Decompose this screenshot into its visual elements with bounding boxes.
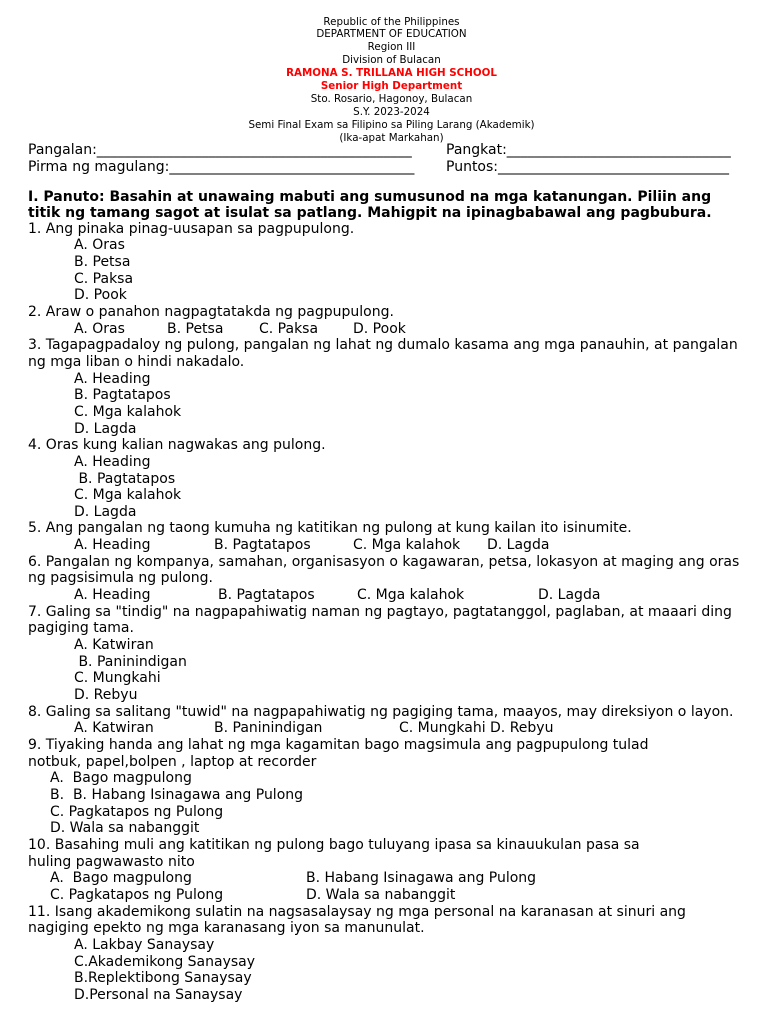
header-region: Region III	[367, 41, 416, 54]
option-c: C. Mga kalahok	[357, 587, 465, 604]
options-row	[28, 720, 755, 737]
option-a: A. Lakbay Sanaysay	[74, 936, 215, 953]
options-row	[28, 587, 755, 604]
option-c: C. Pagkatapos ng Pulong	[50, 886, 224, 903]
question-11	[28, 904, 755, 1004]
instructions-line: I. Panuto: Basahin at unawaing mabuti ang sumusunod na mga katanungan. Piliin ang	[28, 188, 712, 205]
question-8	[28, 704, 755, 737]
option-b: B. Pagtatapos	[214, 537, 311, 554]
option-c: C. Mungkahi	[399, 720, 486, 737]
option-a: A. Heading	[74, 453, 151, 470]
option-c: C. Paksa	[74, 270, 134, 287]
school-name: RAMONA S. TRILLANA HIGH SCHOOL	[286, 67, 497, 80]
option-c: C. Mga kalahok	[74, 403, 182, 420]
options-row	[28, 870, 755, 887]
options-row	[28, 537, 755, 554]
school-address: Sto. Rosario, Hagonoy, Bulacan	[310, 92, 473, 105]
question-text: 3. Tagapagpadaloy ng pulong, pangalan ng lahat ng dumalo kasama ang mga panauhin, at pangalan	[28, 337, 738, 354]
question-text: ng mga liban o hindi nakadalo.	[28, 353, 245, 370]
exam-title: Semi Final Exam sa Filipino sa Piling Larang (Akademik)	[248, 118, 535, 131]
option-d: D.Personal na Sanaysay	[74, 986, 243, 1003]
option-a: A. Bago magpulong	[50, 770, 192, 787]
option-d: D. Lagda	[74, 420, 137, 437]
option-c: C.Akademikong Sanaysay	[74, 953, 256, 970]
question-text: 4. Oras kung kalian nagwakas ang pulong.	[28, 437, 326, 454]
option-b: B. Paninindigan	[214, 720, 323, 737]
school-department: Senior High Department	[320, 80, 463, 93]
options-row	[28, 321, 755, 338]
option-c: C. Mga kalahok	[74, 487, 182, 504]
section-field: Pangkat:________________________________	[446, 141, 731, 158]
question-9	[28, 737, 755, 837]
option-d: D. Wala sa nabanggit	[50, 820, 200, 837]
header-division: Division of Bulacan	[342, 54, 441, 67]
option-c: C. Pagkatapos ng Pulong	[50, 803, 224, 820]
question-text: nagiging epekto ng mga karanasang iyon sa manunulat.	[28, 920, 425, 937]
option-b: B. Petsa	[74, 253, 131, 270]
option-b: B. Pagtatapos	[74, 470, 176, 487]
option-d: D. Lagda	[487, 537, 550, 554]
question-text: pagiging tama.	[28, 620, 134, 637]
option-a: A. Oras	[74, 320, 125, 337]
options-row	[28, 887, 755, 904]
exam-quarter: (Ika-apat Markahan)	[339, 131, 444, 144]
question-text: 1. Ang pinaka pinag-uusapan sa pagpupulong.	[28, 220, 355, 237]
option-a: A. Heading	[74, 370, 151, 387]
question-6	[28, 554, 755, 604]
question-text: 10. Basahing muli ang katitikan ng pulong bago tuluyang ipasa sa kinauukulan pasa sa	[28, 836, 640, 853]
option-b: B. Paninindigan	[74, 653, 187, 670]
question-2	[28, 304, 755, 337]
option-d: D. Lagda	[74, 503, 137, 520]
option-b: B. B. Habang Isinagawa ang Pulong	[50, 786, 304, 803]
question-text: 9. Tiyaking handa ang lahat ng mga kagamitan bago magsimula ang pagpupulong tulad	[28, 737, 649, 753]
instructions	[28, 189, 755, 222]
question-10	[28, 837, 755, 904]
parent-signature-field: Pirma ng magulang:___________________________________	[28, 158, 415, 175]
option-a: A. Katwiran	[74, 637, 154, 654]
score-field: Puntos:_________________________________	[446, 158, 730, 175]
option-d: D. Pook	[353, 320, 406, 337]
question-7	[28, 604, 755, 704]
question-text: 7. Galing sa "tindig" na nagpapahiwatig naman ng pagtayo, pagtatanggol, paglaban, at maaari ding	[28, 603, 732, 620]
question-list	[28, 221, 755, 1004]
option-d: D. Rebyu	[490, 720, 554, 737]
question-text: 6. Pangalan ng kompanya, samahan, organisasyon o kagawaran, petsa, lokasyon at maging ang oras	[28, 553, 740, 570]
option-b: B. Pagtatapos	[74, 387, 171, 404]
question-text: 5. Ang pangalan ng taong kumuha ng katitikan ng pulong at kung kailan ito isinumite.	[28, 520, 632, 537]
info-row	[28, 159, 755, 176]
option-d: D. Pook	[74, 287, 127, 304]
student-info-fields	[28, 142, 755, 176]
question-1	[28, 221, 755, 304]
option-b: B. Petsa	[167, 320, 224, 337]
header-country: Republic of the Philippines	[323, 15, 460, 28]
instructions-line: titik ng tamang sagot at isulat sa patlang. Mahigpit na ipinagbabawal ang pagbubura.	[28, 205, 712, 222]
info-row	[28, 142, 755, 159]
question-text: notbuk, papel,bolpen , laptop at recorder	[28, 753, 317, 770]
question-text: ng pagsisimula ng pulong.	[28, 570, 213, 587]
option-a: A. Oras	[74, 237, 125, 254]
option-d: D. Wala sa nabanggit	[306, 886, 456, 903]
question-4	[28, 437, 755, 520]
question-text: huling pagwawasto nito	[28, 853, 195, 870]
option-c: C. Paksa	[259, 320, 319, 337]
option-a: A. Katwiran	[74, 720, 154, 737]
page-header	[28, 16, 755, 145]
name-field: Pangalan:_____________________________________________	[28, 141, 412, 158]
option-c: C. Mungkahi	[74, 670, 161, 687]
options-cd-group	[399, 720, 553, 737]
option-b: B. Habang Isinagawa ang Pulong	[306, 870, 537, 887]
question-3	[28, 337, 755, 437]
option-a: A. Heading	[74, 587, 151, 604]
option-b: B.Replektibong Sanaysay	[74, 970, 252, 987]
option-d: D. Lagda	[538, 587, 601, 604]
option-a: A. Bago magpulong	[50, 870, 192, 887]
question-text: 2. Araw o panahon nagpagtatakda ng pagpupulong.	[28, 303, 394, 320]
question-5	[28, 520, 755, 553]
header-agency: DEPARTMENT OF EDUCATION	[316, 28, 467, 41]
question-text: 11. Isang akademikong sulatin na nagsasalaysay ng mga personal na karanasan at sinuri ang	[28, 903, 686, 920]
option-a: A. Heading	[74, 537, 151, 554]
question-text: 8. Galing sa salitang "tuwid" na nagpapahiwatig ng pagiging tama, maayos, may direksiyon o layon.	[28, 703, 734, 720]
school-year: S.Y. 2023-2024	[353, 105, 430, 118]
option-b: B. Pagtatapos	[218, 587, 315, 604]
option-c: C. Mga kalahok	[353, 537, 461, 554]
option-d: D. Rebyu	[74, 687, 138, 704]
